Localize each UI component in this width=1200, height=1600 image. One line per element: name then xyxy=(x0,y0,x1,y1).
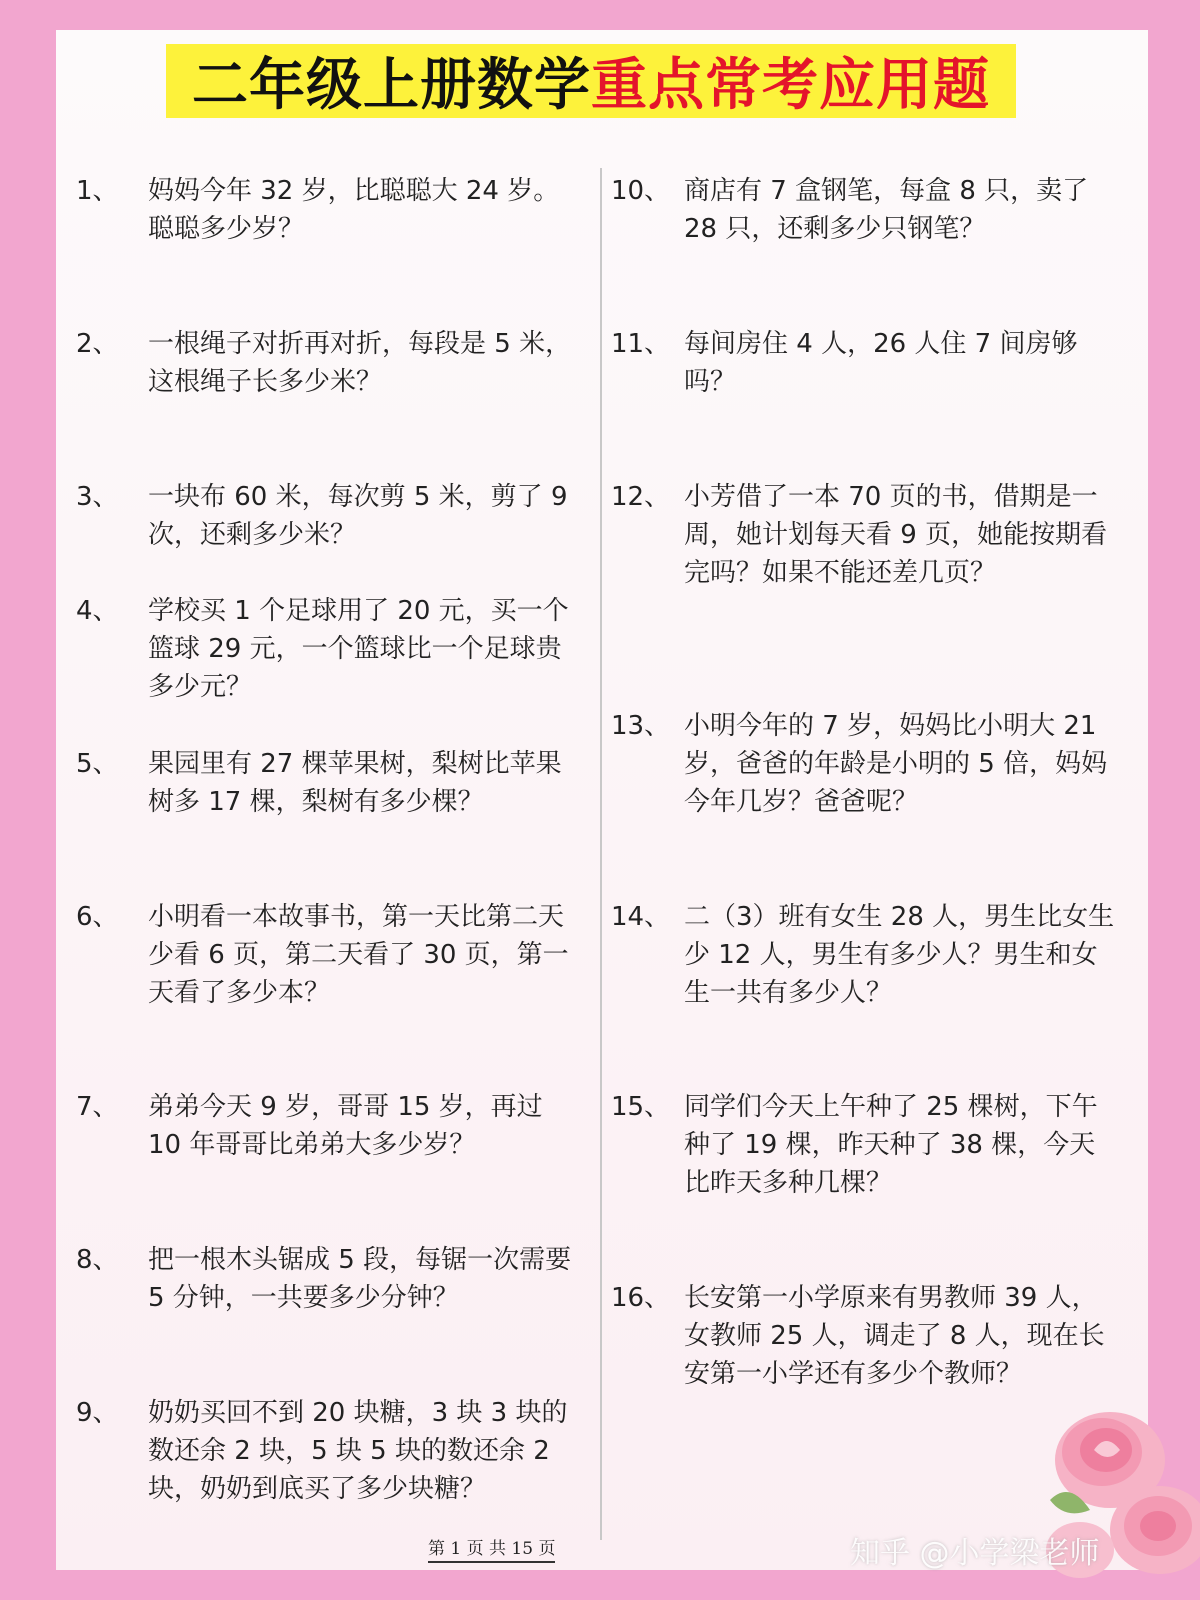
question-text: 长安第一小学原来有男教师 39 人，女教师 25 人，调走了 8 人，现在长安第一小学还有多少个教师？ xyxy=(684,1283,1105,1389)
question-number: 11、 xyxy=(611,329,671,359)
question-number: 16、 xyxy=(611,1283,671,1313)
question-text: 果园里有 27 棵苹果树，梨树比苹果树多 17 棵，梨树有多少棵？ xyxy=(148,749,562,817)
question-number: 2、 xyxy=(76,329,119,359)
question-text: 学校买 1 个足球用了 20 元，买一个篮球 29 元，一个篮球比一个足球贵多少元？ xyxy=(148,596,569,702)
column-divider xyxy=(600,168,602,1540)
question-number: 14、 xyxy=(611,902,671,932)
question-text: 妈妈今年 32 岁，比聪聪大 24 岁。聪聪多少岁？ xyxy=(148,176,560,244)
question-text: 奶奶买回不到 20 块糖，3 块 3 块的数还余 2 块，5 块 5 块的数还余 2 块，奶奶到底买了多少块糖？ xyxy=(148,1398,568,1504)
question-number: 4、 xyxy=(76,596,119,626)
question-text: 二（3）班有女生 28 人，男生比女生少 12 人，男生有多少人？男生和女生一共有多少人？ xyxy=(684,902,1115,1008)
worksheet-page xyxy=(56,30,1148,1570)
question-number: 6、 xyxy=(76,902,119,932)
question-text: 商店有 7 盒钢笔，每盒 8 只，卖了 28 只，还剩多少只钢笔？ xyxy=(684,176,1089,244)
question-text: 同学们今天上午种了 25 棵树，下午种了 19 棵，昨天种了 38 棵，今天比昨天多种几棵？ xyxy=(684,1092,1098,1198)
question-text: 把一根木头锯成 5 段，每锯一次需要 5 分钟，一共要多少分钟？ xyxy=(148,1245,572,1313)
title-part-black: 二年级上册数学 xyxy=(192,53,591,118)
question-text: 小明今年的 7 岁，妈妈比小明大 21 岁，爸爸的年龄是小明的 5 倍，妈妈今年几岁？爸爸呢？ xyxy=(684,711,1108,817)
question-number: 12、 xyxy=(611,482,671,512)
title-part-red: 重点常考应用题 xyxy=(591,53,990,118)
question-text: 每间房住 4 人，26 人住 7 间房够吗？ xyxy=(684,329,1078,397)
question-number: 7、 xyxy=(76,1092,119,1122)
question-number: 3、 xyxy=(76,482,119,512)
question-text: 弟弟今天 9 岁，哥哥 15 岁，再过 10 年哥哥比弟弟大多少岁？ xyxy=(148,1092,543,1160)
question-number: 9、 xyxy=(76,1398,119,1428)
page-title xyxy=(166,44,1016,118)
question-number: 13、 xyxy=(611,711,671,741)
question-number: 1、 xyxy=(76,176,119,206)
page-number: 第 1 页 共 15 页 xyxy=(428,1534,555,1563)
question-number: 10、 xyxy=(611,176,671,206)
question-number: 5、 xyxy=(76,749,119,779)
question-text: 一块布 60 米，每次剪 5 米，剪了 9 次，还剩多少米？ xyxy=(148,482,568,550)
question-number: 15、 xyxy=(611,1092,671,1122)
question-text: 小芳借了一本 70 页的书，借期是一周，她计划每天看 9 页，她能按期看完吗？如果不能还差几页？ xyxy=(684,482,1108,588)
question-number: 8、 xyxy=(76,1245,119,1275)
question-text: 小明看一本故事书，第一天比第二天少看 6 页，第二天看了 30 页，第一天看了多少本？ xyxy=(148,902,569,1008)
watermark: 知乎 @小学梁老师 xyxy=(850,1536,1100,1571)
question-text: 一根绳子对折再对折，每段是 5 米，这根绳子长多少米？ xyxy=(148,329,572,397)
